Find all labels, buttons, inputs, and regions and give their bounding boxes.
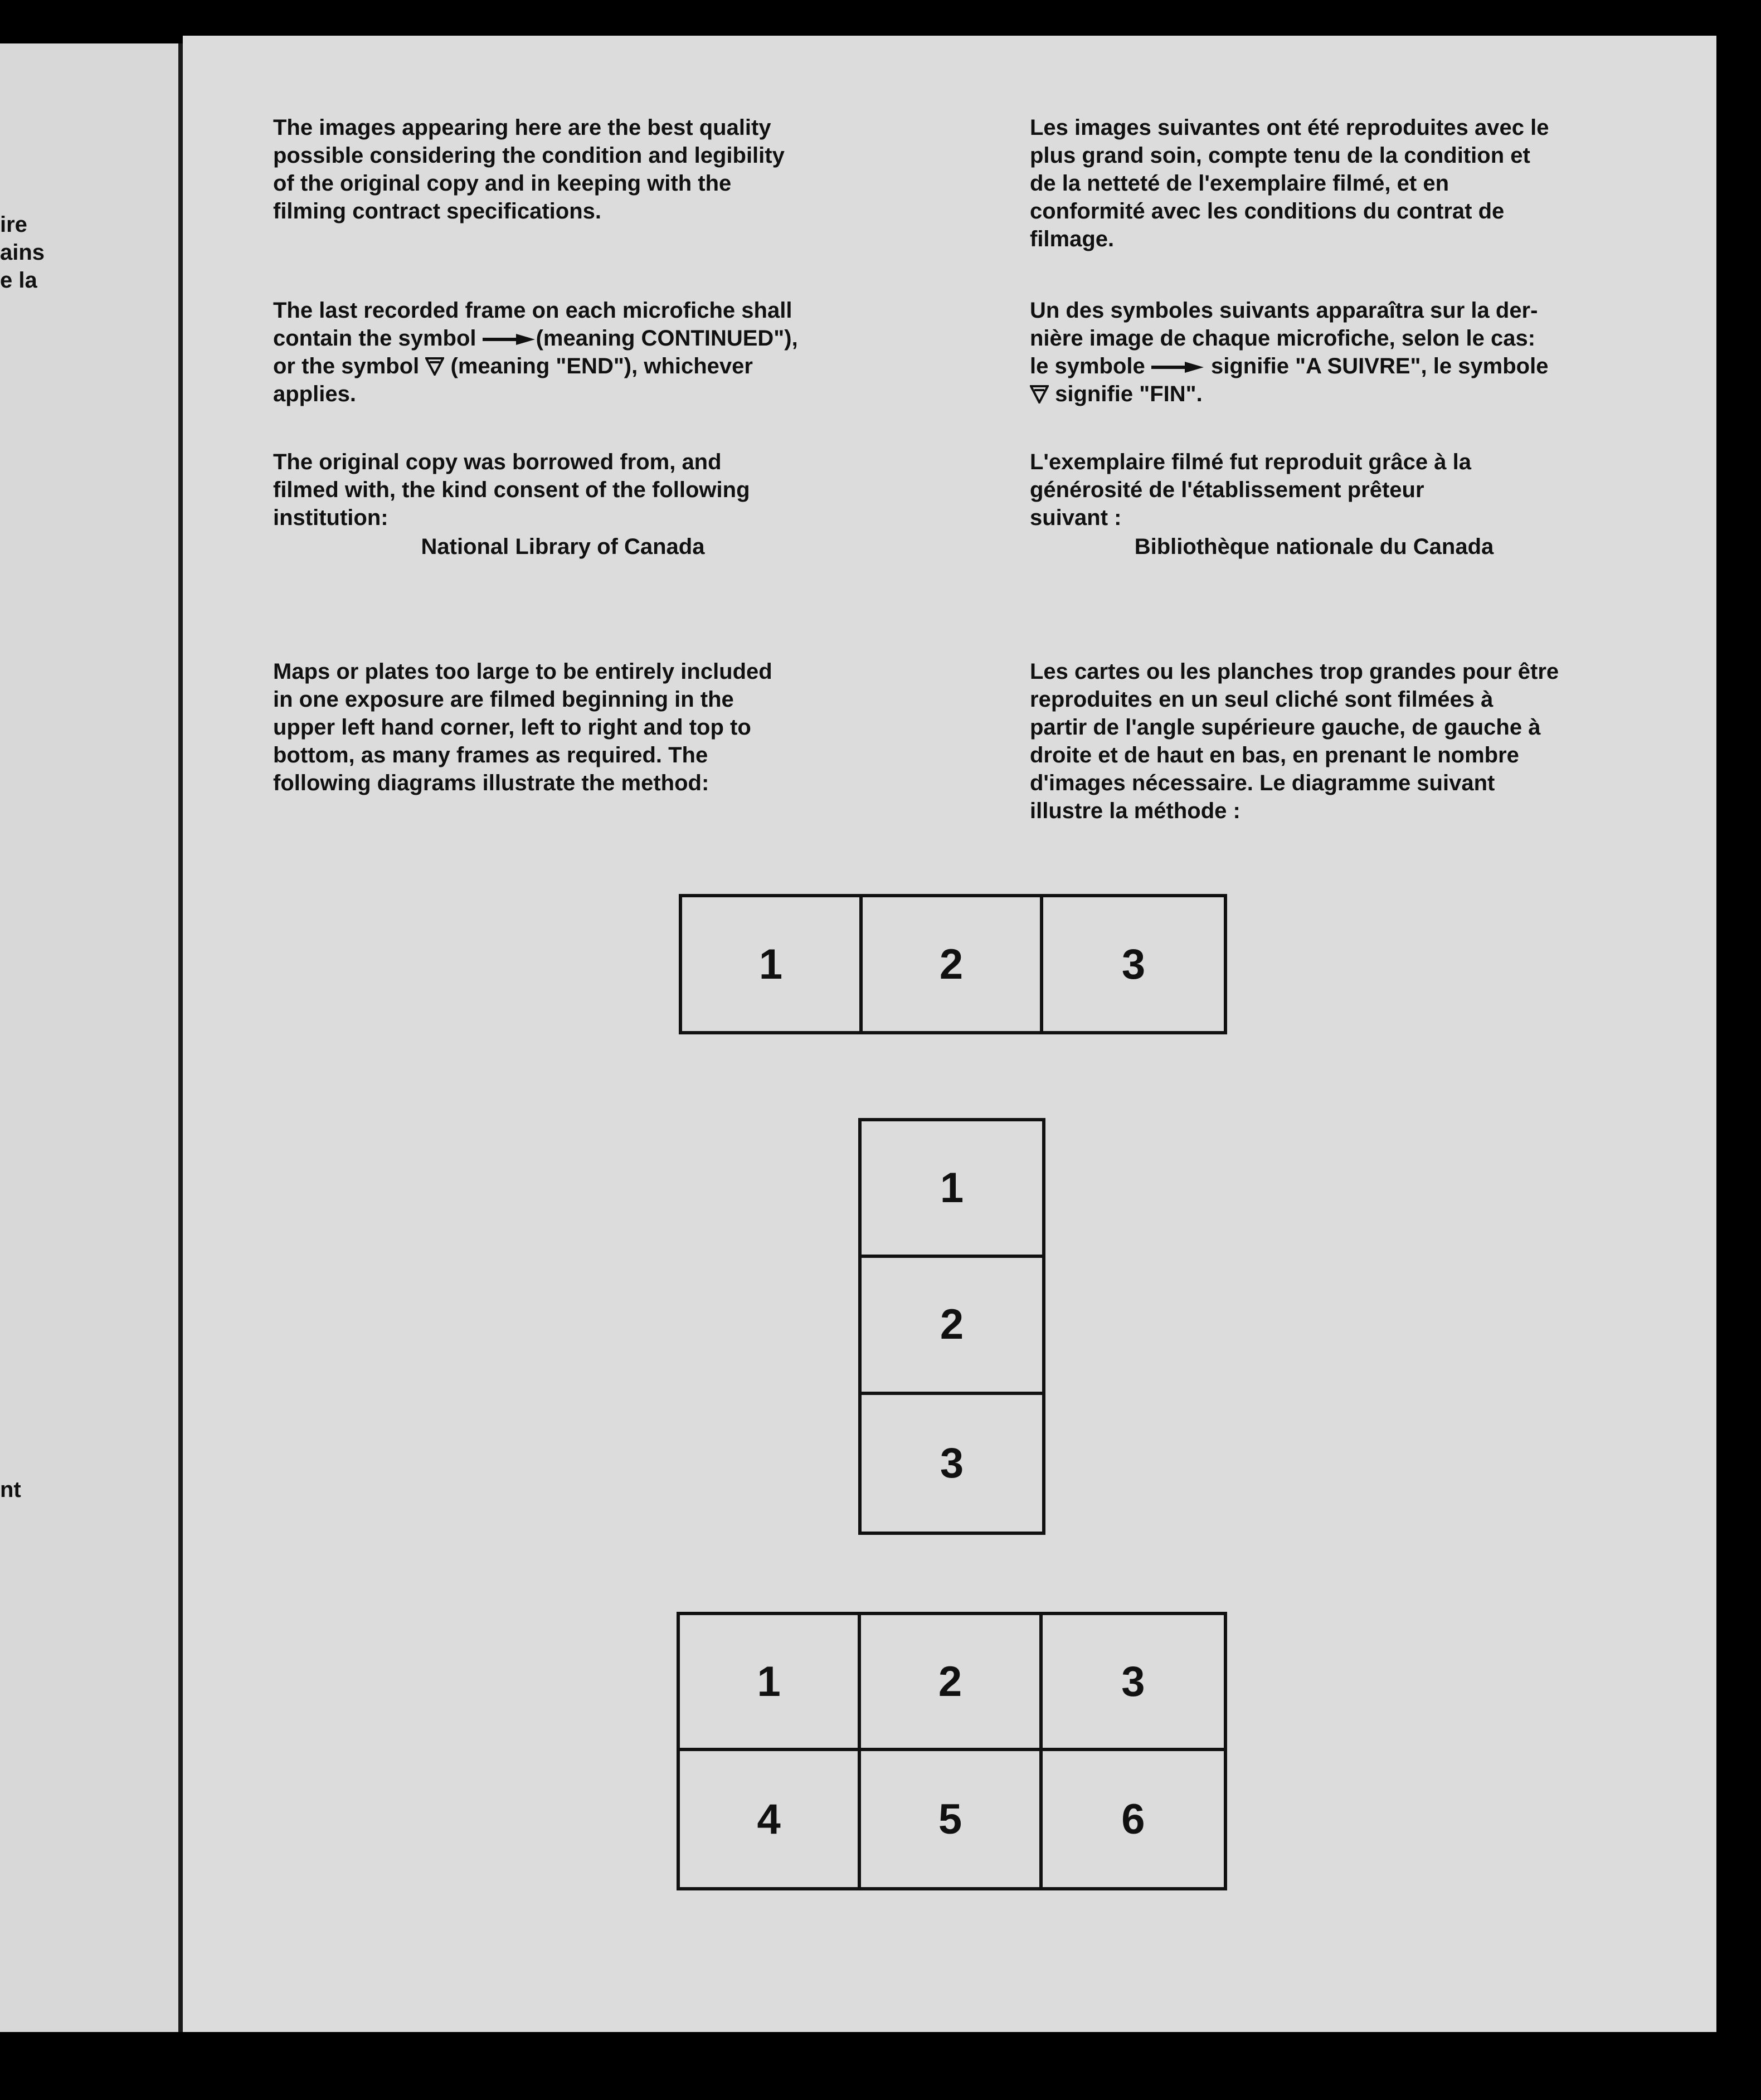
left-page-fragment: nt: [0, 1477, 21, 1502]
frame-cell: 1: [680, 1615, 861, 1751]
grid-diagram: [677, 1612, 1227, 1890]
target-page: [183, 36, 1716, 2032]
frame-cell: 1: [862, 1121, 1042, 1258]
french-symbols-text-b: signifie "A SUIVRE", le symbole: [1210, 354, 1549, 378]
english-paragraph-symbols: [273, 296, 798, 408]
french-symbols-text-a: Un des symboles suivants apparaîtra sur la der- nière image de chaque microfiche, selon le cas: le symbole: [1030, 298, 1538, 378]
english-paragraph-maps: Maps or plates too large to be entirely included in one exposure are filmed beginning in the upper left hand corner, left to right and top to bottom, as many frames as required. The following diagrams illustrate the method:: [273, 659, 772, 795]
previous-page-edge: [0, 43, 183, 2032]
english-symbols-text-c: (meaning "END"), whichever applies.: [273, 354, 753, 406]
english-paragraph-quality: The images appearing here are the best quality possible considering the condition and legibility of the original copy and in keeping with the filming contract specifications.: [273, 115, 785, 223]
french-symbols-text-c: signifie "FIN".: [1049, 382, 1203, 406]
end-triangle-icon: [425, 357, 444, 376]
continued-arrow-icon: [483, 333, 536, 346]
french-paragraph-quality: Les images suivantes ont été reproduites avec le plus grand soin, compte tenu de la condition et de la netteté de l'exemplaire filmé, et en conformité avec les conditions du contrat de filmage.: [1030, 115, 1549, 251]
frame-cell: 4: [680, 1751, 861, 1887]
frame-cell: 3: [940, 1439, 964, 1487]
frame-cell: 5: [861, 1751, 1042, 1887]
frame-cell: 1: [682, 897, 863, 1031]
frame-cell: 6: [1121, 1795, 1145, 1843]
end-triangle-icon: [1030, 385, 1049, 404]
left-page-fragment: ains: [0, 240, 45, 265]
french-paragraph-maps: Les cartes ou les planches trop grandes pour être reproduites en un seul cliché sont filmées à partir de l'angle supérieure gauche, de gauche à droite et de haut en bas, en prenant le nombre d'images nécessaire. Le diagramme suivant illustre la méthode :: [1030, 659, 1559, 823]
row-diagram: [679, 894, 1227, 1034]
french-paragraph-symbols: [1030, 296, 1548, 408]
english-symbols-text-b: (meaning CONTINUED"), or the symbol: [273, 326, 798, 378]
french-institution-name: Bibliothèque nationale du Canada: [1134, 534, 1494, 559]
frame-cell: 3: [1043, 1615, 1224, 1751]
frame-cell: 2: [862, 1258, 1042, 1394]
continued-arrow-icon: [1151, 361, 1205, 374]
french-paragraph-institution: L'exemplaire filmé fut reproduit grâce à la générosité de l'établissement prêteur suivant :: [1030, 450, 1471, 530]
frame-cell: 2: [861, 1615, 1042, 1751]
frame-cell: 2: [863, 897, 1043, 1031]
english-institution-name: National Library of Canada: [421, 534, 705, 559]
column-diagram: [858, 1118, 1045, 1535]
left-page-fragment: ire: [0, 212, 27, 237]
english-symbols-text-a: The last recorded frame on each microfiche shall contain the symbol: [273, 298, 792, 351]
left-page-fragment: e la: [0, 268, 37, 293]
frame-cell: 3: [1121, 940, 1146, 988]
english-paragraph-institution: The original copy was borrowed from, and filmed with, the kind consent of the following institution:: [273, 450, 750, 530]
